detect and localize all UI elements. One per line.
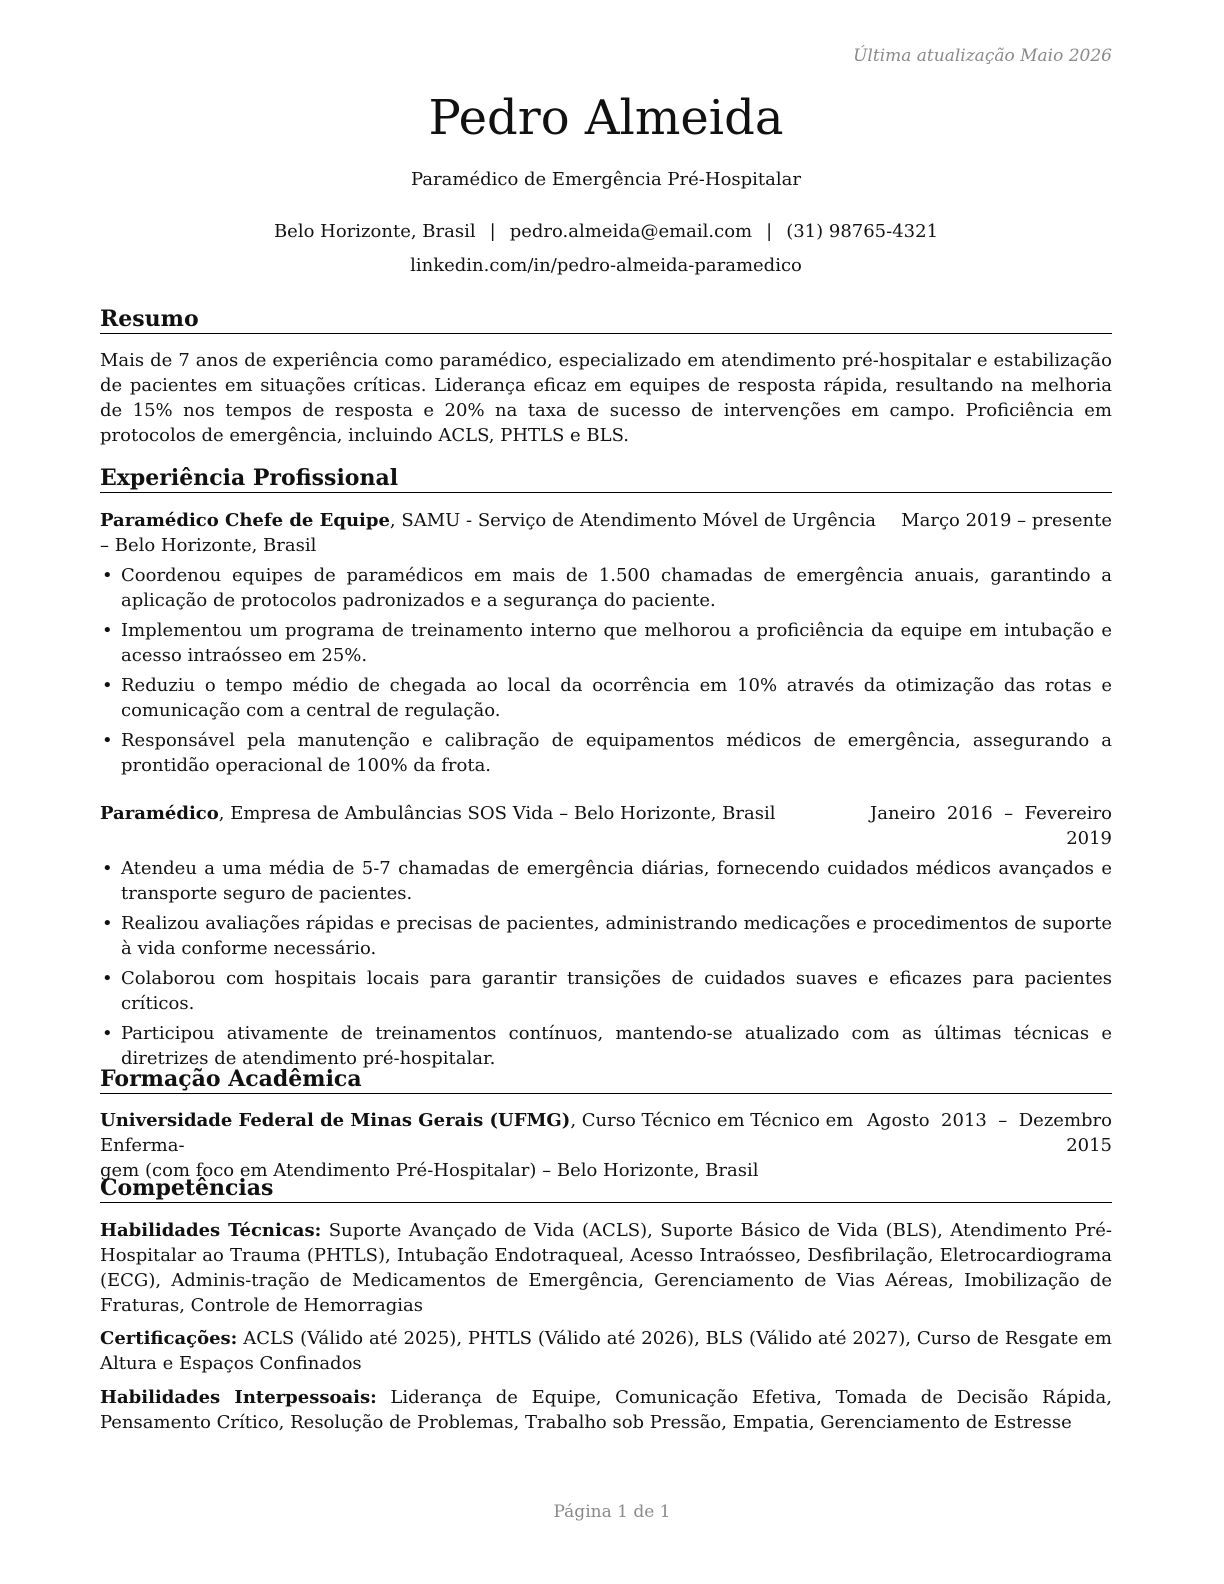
skill-text: Suporte Avançado de Vida (ACLS), Suporte Básico de Vida (BLS), Atendimento Pré-Hospitalar ao Trauma (PHTLS), Intubação Endotraqueal, Acesso Intraósseo, Desfibrilação, Eletrocardiograma (ECG), Adminis-tração de Medicamentos de Emergência, Gerenciamento de Vias Aéreas, Imobilização de Fraturas, Controle de Hemorragias bbox=[100, 1220, 1112, 1316]
job-dates-end: 2019 bbox=[1066, 828, 1112, 849]
skill-group-certifications bbox=[100, 1326, 1112, 1376]
section-title-skills: Competências bbox=[100, 1175, 1112, 1203]
job-bullets bbox=[100, 563, 1112, 783]
education-dates bbox=[867, 1108, 1112, 1158]
job-bullets bbox=[100, 856, 1112, 1076]
job-dates bbox=[870, 801, 1112, 851]
candidate-name: Pedro Almeida bbox=[428, 90, 784, 146]
contact-separator: | bbox=[766, 221, 773, 242]
job-organization: , Empresa de Ambulâncias SOS Vida – Belo Horizonte, Brasil bbox=[218, 803, 776, 824]
job-role: Paramédico bbox=[100, 803, 219, 824]
education-course: , Curso Técnico em Técnico em Enferma- bbox=[100, 1110, 854, 1156]
skill-group-technical bbox=[100, 1218, 1112, 1318]
contact-location: Belo Horizonte, Brasil bbox=[273, 221, 476, 242]
summary-text: Mais de 7 anos de experiência como paramédico, especializado em atendimento pré-hospitalar e estabilização de pacientes em situações críticas. Liderança eficaz em equipes de resposta rápida, resultando na melhoria de 15% nos tempos de resposta e 20% na taxa de sucesso de intervenções em campo. Proficiência em protocolos de emergência, incluindo ACLS, PHTLS e BLS. bbox=[100, 350, 1112, 446]
last-updated: Última atualização Maio 2026 bbox=[853, 46, 1112, 66]
list-item: • Colaborou com hospitais locais para garantir transições de cuidados suaves e eficazes para pacientes críticos. bbox=[100, 966, 1112, 1016]
contact-phone: (31) 98765-4321 bbox=[786, 221, 939, 242]
candidate-headline: Paramédico de Emergência Pré-Hospitalar bbox=[411, 169, 801, 190]
job-dates: Março 2019 – presente bbox=[901, 510, 1112, 531]
job-role: Paramédico Chefe de Equipe bbox=[100, 510, 390, 531]
list-item: • Implementou um programa de treinamento interno que melhorou a proficiência da equipe em intubação e acesso intraósseo em 25%. bbox=[100, 618, 1112, 668]
skill-label: Habilidades Técnicas: bbox=[100, 1220, 322, 1241]
contact-separator: | bbox=[489, 221, 496, 242]
skill-label: Certificações: bbox=[100, 1328, 238, 1349]
contact-linkedin[interactable]: linkedin.com/in/pedro-almeida-paramedico bbox=[410, 255, 802, 276]
skill-label: Habilidades Interpessoais: bbox=[100, 1387, 377, 1408]
list-item: • Reduziu o tempo médio de chegada ao local da ocorrência em 10% através da otimização das rotas e comunicação com a central de regulação. bbox=[100, 673, 1112, 723]
page-number: Página 1 de 1 bbox=[553, 1502, 671, 1522]
list-item: • Coordenou equipes de paramédicos em mais de 1.500 chamadas de emergência anuais, garantindo a aplicação de protocolos padronizados e a segurança do paciente. bbox=[100, 563, 1112, 613]
education-course-continued: gem (com foco em Atendimento Pré-Hospitalar) – Belo Horizonte, Brasil bbox=[100, 1160, 759, 1181]
job-dates-start: Janeiro 2016 – Fevereiro bbox=[870, 803, 1112, 824]
job-organization: , SAMU - Serviço de Atendimento Móvel de Urgência – Belo Horizonte, Brasil bbox=[100, 510, 876, 556]
section-title-education: Formação Acadêmica bbox=[100, 1066, 1112, 1094]
section-title-experience: Experiência Profissional bbox=[100, 465, 1112, 493]
job-title-line bbox=[100, 801, 860, 826]
contact-email[interactable]: pedro.almeida@email.com bbox=[509, 221, 753, 242]
list-item: • Atendeu a uma média de 5-7 chamadas de emergência diárias, fornecendo cuidados médicos avançados e transporte seguro de pacientes. bbox=[100, 856, 1112, 906]
list-item: • Realizou avaliações rápidas e precisas de pacientes, administrando medicações e procedimentos de suporte à vida conforme necessário. bbox=[100, 911, 1112, 961]
education-line bbox=[100, 1108, 940, 1183]
skill-text: ACLS (Válido até 2025), PHTLS (Válido até 2026), BLS (Válido até 2027), Curso de Resgate em Altura e Espaços Confinados bbox=[100, 1328, 1112, 1374]
skill-group-interpersonal bbox=[100, 1385, 1112, 1435]
contact-line bbox=[100, 219, 1112, 244]
list-item: • Participou ativamente de treinamentos contínuos, mantendo-se atualizado com as últimas técnicas e diretrizes de atendimento pré-hospitalar. bbox=[100, 1021, 1112, 1071]
skill-text: Liderança de Equipe, Comunicação Efetiva, Tomada de Decisão Rápida, Pensamento Crítico, Resolução de Problemas, Trabalho sob Pressão, Empatia, Gerenciamento de Estresse bbox=[100, 1387, 1112, 1433]
job-title-line bbox=[100, 508, 890, 558]
education-dates-end: 2015 bbox=[1066, 1135, 1112, 1156]
list-item: • Responsável pela manutenção e calibração de equipamentos médicos de emergência, assegurando a prontidão operacional de 100% da frota. bbox=[100, 728, 1112, 778]
section-title-summary: Resumo bbox=[100, 306, 1112, 334]
education-dates-start: Agosto 2013 – Dezembro bbox=[866, 1110, 1112, 1131]
education-school: Universidade Federal de Minas Gerais (UFMG) bbox=[100, 1110, 571, 1131]
